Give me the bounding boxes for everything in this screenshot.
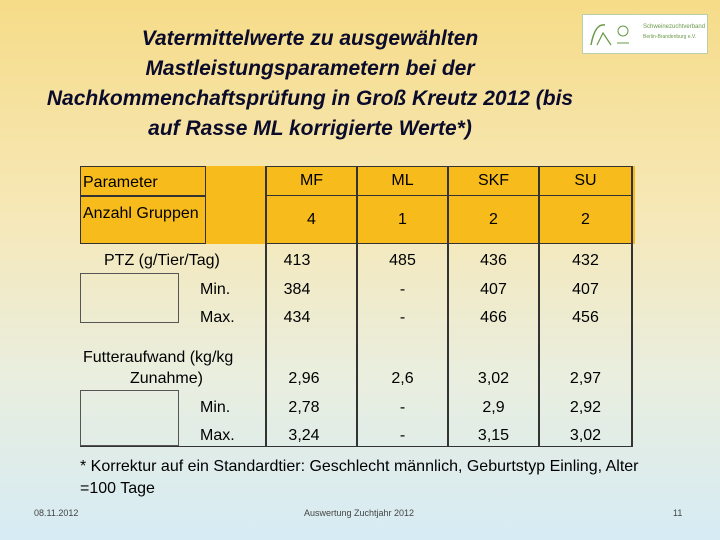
logo-text-line2: Berlin-Brandenburg e.V. xyxy=(643,34,697,40)
futter-max-mf: 3,24 xyxy=(288,427,320,444)
ptz-skf: 436 xyxy=(480,252,507,269)
futter-label-line1: Futteraufwand (kg/kg xyxy=(83,349,234,366)
grid-line xyxy=(265,166,633,167)
futter-min-ml: - xyxy=(399,399,406,416)
slide-title: Vatermittelwerte zu ausgewählten Mastleistungsparametern bei der Nachkommenchaftsprüfung in Groß Kreutz 2012 (bis auf Rasse ML korrigierte Werte*) xyxy=(46,27,574,140)
organization-logo xyxy=(582,14,708,54)
ptz-max-mf: 434 xyxy=(283,309,311,326)
ptz-ml: 485 xyxy=(389,252,416,269)
groups-su: 2 xyxy=(581,211,590,228)
futter-max-skf: 3,15 xyxy=(477,427,510,444)
ptz-min-ml: - xyxy=(399,281,406,298)
footer-center: Auswertung Zuchtjahr 2012 xyxy=(304,508,415,518)
futter-min-mf: 2,78 xyxy=(288,399,320,416)
futter-mf: 2,96 xyxy=(288,370,320,387)
grid-line xyxy=(631,166,633,446)
ptz-max-label: Max. xyxy=(200,309,235,326)
futter-sub-box xyxy=(80,390,179,446)
ptz-min-label: Min. xyxy=(200,281,231,298)
futter-skf: 3,02 xyxy=(477,370,510,387)
ptz-min-mf: 384 xyxy=(283,281,311,298)
footer-page-number: 11 xyxy=(673,508,683,518)
groups-ml: 1 xyxy=(398,211,407,228)
futter-max-su: 3,02 xyxy=(569,427,602,444)
ptz-su: 432 xyxy=(572,252,599,269)
grid-line xyxy=(265,243,633,244)
ptz-max-su: 456 xyxy=(572,309,599,326)
groups-skf: 2 xyxy=(489,211,498,228)
futter-min-su: 2,92 xyxy=(569,399,602,416)
logo-text-line1: Schweinezuchtverband xyxy=(643,24,706,30)
grid-line xyxy=(80,446,633,447)
footer-date: 08.11.2012 xyxy=(34,508,79,518)
col-header-skf: SKF xyxy=(477,172,510,189)
results-table xyxy=(80,166,635,446)
groups-label: Anzahl Gruppen xyxy=(83,205,199,222)
futter-min-skf: 2,9 xyxy=(482,399,505,416)
groups-mf: 4 xyxy=(307,211,316,228)
futter-ml: 2,6 xyxy=(391,370,414,387)
futter-max-ml: - xyxy=(399,427,406,444)
col-header-mf: MF xyxy=(299,172,324,189)
footnote: * Korrektur auf ein Standardtier: Geschlecht männlich, Geburtstyp Einling, Alter =100 Tage xyxy=(80,458,639,497)
ptz-label: PTZ (g/Tier/Tag) xyxy=(104,252,220,269)
futter-max-label: Max. xyxy=(200,427,235,444)
ptz-max-ml: - xyxy=(399,309,406,326)
ptz-min-su: 407 xyxy=(572,281,599,298)
ptz-sub-box xyxy=(80,273,179,323)
futter-label-line2: Zunahme) xyxy=(130,370,203,387)
ptz-min-skf: 407 xyxy=(480,281,507,298)
ptz-mf: 413 xyxy=(283,252,311,269)
col-header-ml: ML xyxy=(391,172,414,189)
futter-min-label: Min. xyxy=(200,399,231,416)
futter-su: 2,97 xyxy=(569,370,602,387)
parameter-header: Parameter xyxy=(83,174,158,191)
ptz-max-skf: 466 xyxy=(480,309,507,326)
col-header-su: SU xyxy=(574,172,597,189)
grid-line xyxy=(265,195,633,196)
